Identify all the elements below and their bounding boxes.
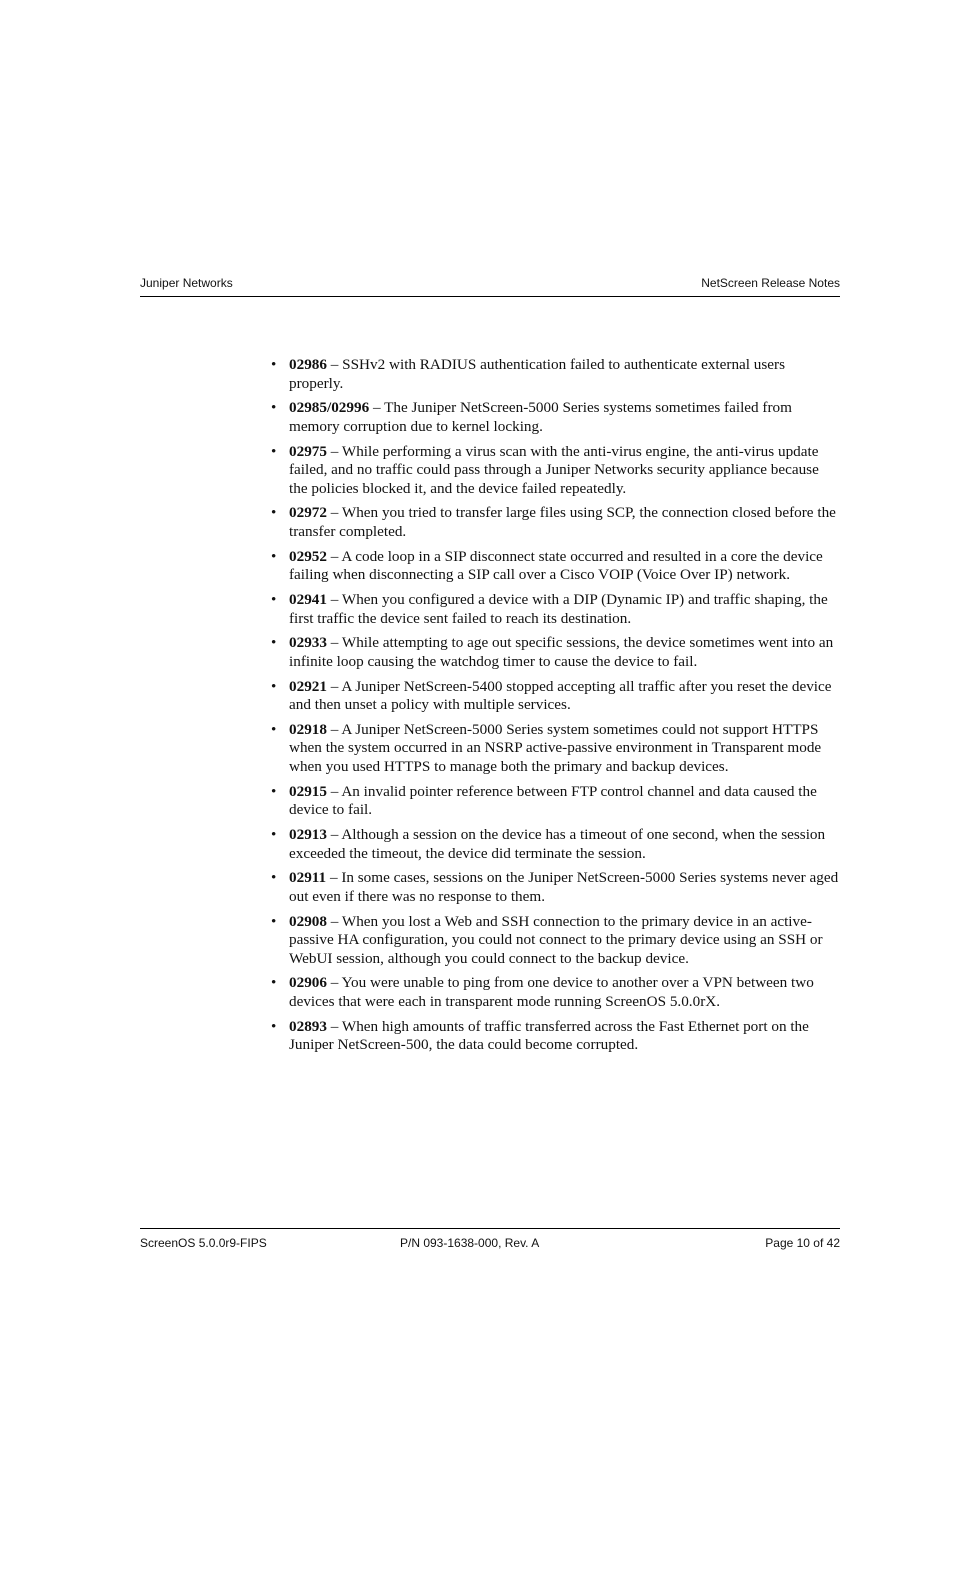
issue-id: 02941 [289, 591, 327, 608]
bullet-icon: • [271, 826, 277, 843]
issue-description: – The Juniper NetScreen-5000 Series systems sometimes failed from memory corruption due to kernel locking. [289, 399, 792, 435]
issue-id: 02915 [289, 782, 327, 800]
issue-id: 02972 [289, 504, 327, 522]
list-item [270, 591, 840, 628]
issue-description: – SSHv2 with RADIUS authentication failed to authenticate external users properly. [289, 356, 786, 392]
issue-description: – A code loop in a SIP disconnect state occurred and resulted in a core the device failing when disconnecting a SIP call over a Cisco VOIP (Voice Over IP) network. [289, 547, 823, 584]
issue-id: 02986 [289, 356, 327, 373]
issue-description: – In some cases, sessions on the Juniper NetScreen-5000 Series systems never aged out even if there was no response to them. [289, 869, 839, 905]
list-item [270, 634, 840, 671]
bullet-icon: • [271, 677, 277, 695]
bullet-icon: • [271, 1017, 277, 1035]
bullet-icon: • [271, 869, 277, 887]
issue-id: 02921 [289, 677, 327, 695]
bullet-icon: • [271, 356, 277, 373]
list-item [270, 826, 840, 863]
footer-page-number: Page 10 of 42 [765, 1236, 840, 1250]
issue-description: – You were unable to ping from one device to another over a VPN between two devices that were each in transparent mode running ScreenOS 5.0.0rX. [289, 974, 814, 1011]
bullet-icon: • [271, 399, 277, 417]
resolved-issues-list [270, 356, 840, 1061]
issue-description: – While performing a virus scan with the anti-virus engine, the anti-virus update failed, and no traffic could pass through a Juniper Networks security appliance because the policies blocked it, and the device failed repeatedly. [289, 442, 819, 497]
list-item [270, 399, 840, 436]
footer-part-number: P/N 093-1638-000, Rev. A [400, 1236, 540, 1250]
issue-description: – When you configured a device with a DIP (Dynamic IP) and traffic shaping, the first traffic the device sent failed to reach its destination. [289, 591, 828, 627]
issue-id: 02975 [289, 442, 327, 460]
footer-product-version: ScreenOS 5.0.0r9-FIPS [140, 1236, 267, 1250]
list-item [270, 913, 840, 969]
issue-description: – A Juniper NetScreen-5000 Series system sometimes could not support HTTPS when the system occurred in an NSRP active-passive environment in Transparent mode when you used HTTPS to manage both the primary and backup devices. [289, 720, 822, 776]
issue-description: – When you lost a Web and SSH connection to the primary device in an active-passive HA configuration, you could not connect to the primary device using an SSH or WebUI session, although you could connect to the backup device. [289, 912, 823, 967]
list-item [270, 721, 840, 777]
list-item [270, 783, 840, 820]
list-item [270, 974, 840, 1011]
issue-description: – When high amounts of traffic transferred across the Fast Ethernet port on the Juniper NetScreen-500, the data could become corrupted. [289, 1017, 809, 1054]
list-item [270, 504, 840, 541]
issue-description: – Although a session on the device has a timeout of one second, when the session exceeded the timeout, the device did terminate the session. [289, 826, 826, 862]
issue-id: 02911 [289, 869, 327, 887]
issue-id: 02985/02996 [289, 399, 370, 417]
list-item [270, 356, 840, 393]
list-item [270, 678, 840, 715]
bullet-icon: • [271, 547, 277, 565]
bullet-icon: • [271, 974, 277, 992]
bullet-icon: • [271, 504, 277, 522]
issue-description: – While attempting to age out specific sessions, the device sometimes went into an infinite loop causing the watchdog timer to cause the device to fail. [289, 634, 834, 670]
issue-id: 02906 [289, 974, 327, 992]
list-item [270, 443, 840, 499]
issue-description: – A Juniper NetScreen-5400 stopped accepting all traffic after you reset the device and then unset a policy with multiple services. [289, 677, 832, 714]
header-document-title: NetScreen Release Notes [701, 276, 840, 290]
issue-description: – When you tried to transfer large files using SCP, the connection closed before the transfer completed. [289, 504, 836, 541]
header-company: Juniper Networks [140, 276, 233, 290]
issue-id: 02952 [289, 547, 327, 565]
bullet-icon: • [271, 634, 277, 652]
issue-id: 02918 [289, 720, 327, 738]
list-item [270, 1018, 840, 1055]
page-footer [140, 1228, 840, 1253]
list-item [270, 869, 840, 906]
issue-id: 02893 [289, 1017, 327, 1035]
page-header [140, 275, 840, 297]
bullet-icon: • [271, 442, 277, 460]
issue-id: 02913 [289, 826, 327, 843]
bullet-icon: • [271, 782, 277, 800]
bullet-icon: • [271, 591, 277, 608]
issue-id: 02908 [289, 912, 327, 930]
list-item [270, 548, 840, 585]
bullet-icon: • [271, 912, 277, 930]
issue-description: – An invalid pointer reference between FTP control channel and data caused the device to fail. [289, 782, 817, 819]
issue-id: 02933 [289, 634, 327, 652]
bullet-icon: • [271, 720, 277, 738]
